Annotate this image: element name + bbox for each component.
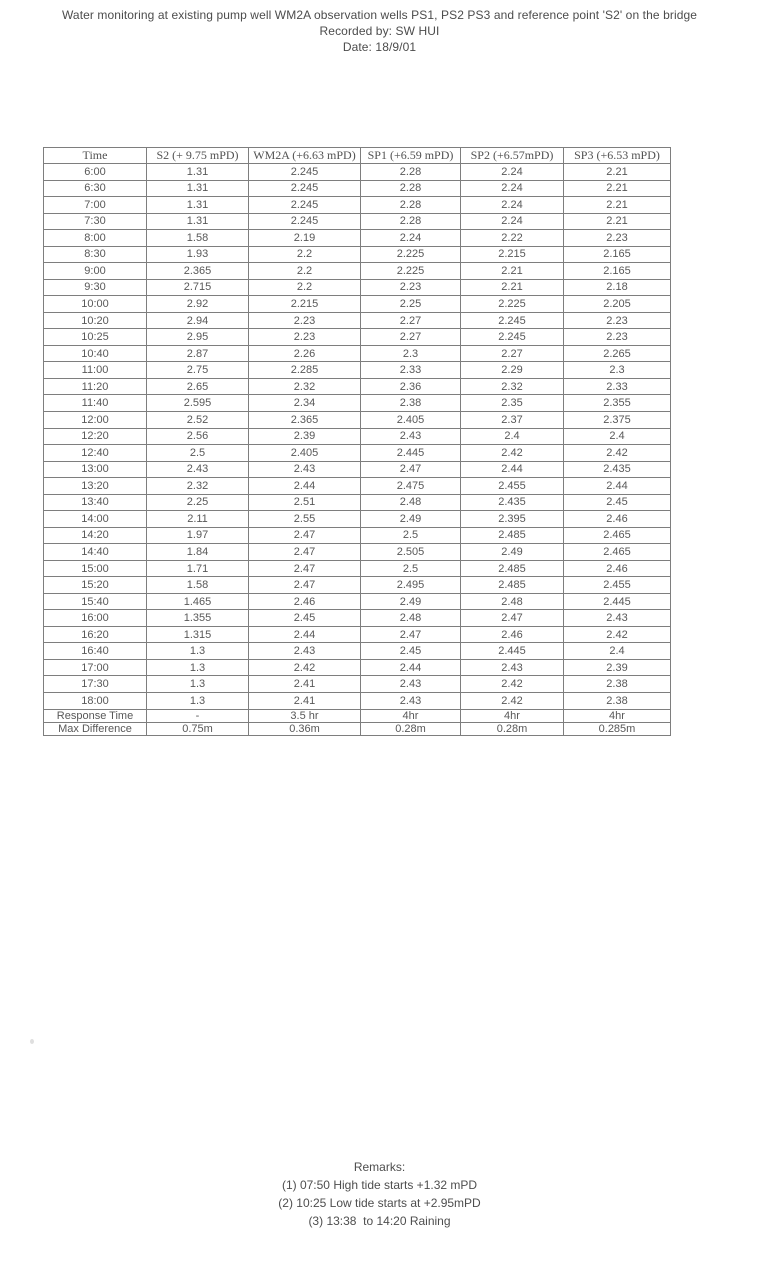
value-cell: 2.23 [249,312,361,329]
value-cell: 2.3 [361,345,461,362]
table-row [44,411,671,428]
value-cell: 2.595 [147,395,249,412]
value-cell: 2.48 [461,593,564,610]
value-cell: 2.21 [564,213,671,230]
column-header-3: SP1 (+6.59 mPD) [361,148,461,164]
value-cell: 2.21 [564,180,671,197]
row-label-cell: 7:00 [44,197,147,214]
row-label-cell: 11:20 [44,378,147,395]
value-cell: 2.55 [249,511,361,528]
value-cell: 2.65 [147,378,249,395]
value-cell: 2.45 [249,610,361,627]
header-row [44,148,671,164]
value-cell: 2.47 [361,461,461,478]
value-cell: 2.45 [564,494,671,511]
value-cell: 2.23 [564,312,671,329]
table-row [44,610,671,627]
table-row [44,643,671,660]
value-cell: 2.18 [564,279,671,296]
value-cell: 2.42 [461,445,564,462]
value-cell: 2.465 [564,527,671,544]
row-label-cell: 14:00 [44,511,147,528]
column-header-2: WM2A (+6.63 mPD) [249,148,361,164]
value-cell: 2.21 [461,263,564,280]
row-label-cell: 10:25 [44,329,147,346]
table-row [44,428,671,445]
value-cell: 2.225 [361,263,461,280]
value-cell: 2.39 [249,428,361,445]
table-row [44,577,671,594]
summary-row [44,723,671,736]
value-cell: 2.495 [361,577,461,594]
value-cell: 2.43 [249,643,361,660]
value-cell: 2.245 [249,197,361,214]
value-cell: 2.32 [249,378,361,395]
table-row [44,230,671,247]
remarks-heading: Remarks: [353,1160,406,1174]
value-cell: 2.38 [564,693,671,710]
row-label-cell: 15:20 [44,577,147,594]
value-cell: 2.47 [361,626,461,643]
value-cell: 2.47 [249,560,361,577]
row-label-cell: 14:20 [44,527,147,544]
value-cell: 2.92 [147,296,249,313]
value-cell: 2.46 [461,626,564,643]
value-cell: 2.27 [361,329,461,346]
value-cell: 0.285m [564,723,671,736]
row-label-cell: 10:00 [44,296,147,313]
table-row [44,296,671,313]
value-cell: 2.49 [361,511,461,528]
table-row [44,478,671,495]
table-body [44,164,671,710]
value-cell: 2.4 [564,428,671,445]
value-cell: 2.42 [461,693,564,710]
value-cell: 2.2 [249,263,361,280]
value-cell: 2.5 [361,527,461,544]
column-header-1: S2 (+ 9.75 mPD) [147,148,249,164]
value-cell: 2.49 [461,544,564,561]
value-cell: 2.19 [249,230,361,247]
value-cell: 0.28m [361,723,461,736]
value-cell: 2.44 [564,478,671,495]
value-cell: 2.48 [361,494,461,511]
value-cell: 2.48 [361,610,461,627]
value-cell: 2.405 [249,445,361,462]
value-cell: 2.395 [461,511,564,528]
value-cell: 2.2 [249,246,361,263]
table-row [44,312,671,329]
value-cell: 1.93 [147,246,249,263]
value-cell: 2.11 [147,511,249,528]
table-row [44,693,671,710]
value-cell: 2.41 [249,676,361,693]
value-cell: 2.29 [461,362,564,379]
value-cell: 2.23 [361,279,461,296]
value-cell: 2.245 [461,312,564,329]
value-cell: 2.43 [249,461,361,478]
table-row [44,395,671,412]
value-cell: 2.43 [564,610,671,627]
value-cell: 2.24 [361,230,461,247]
value-cell: 2.45 [361,643,461,660]
value-cell: 2.32 [461,378,564,395]
value-cell: 2.435 [461,494,564,511]
value-cell: 2.28 [361,164,461,181]
row-label-cell: 6:30 [44,180,147,197]
value-cell: 2.87 [147,345,249,362]
table-row [44,527,671,544]
table-footer [44,710,671,736]
row-label-cell: 18:00 [44,693,147,710]
value-cell: 1.31 [147,164,249,181]
value-cell: 2.455 [564,577,671,594]
row-label-cell: 16:20 [44,626,147,643]
value-cell: 2.28 [361,180,461,197]
row-label-cell: 13:40 [44,494,147,511]
row-label-cell: 12:40 [44,445,147,462]
value-cell: 2.42 [249,659,361,676]
summary-row [44,710,671,723]
table-row [44,560,671,577]
value-cell: 1.3 [147,659,249,676]
value-cell: 1.355 [147,610,249,627]
value-cell: 2.23 [564,230,671,247]
value-cell: 2.42 [461,676,564,693]
value-cell: 2.37 [461,411,564,428]
value-cell: 2.225 [361,246,461,263]
value-cell: 2.485 [461,527,564,544]
value-cell: 2.43 [361,676,461,693]
value-cell: 2.21 [564,164,671,181]
table-row [44,246,671,263]
value-cell: 2.43 [361,693,461,710]
value-cell: 2.75 [147,362,249,379]
value-cell: 2.95 [147,329,249,346]
value-cell: 2.46 [564,511,671,528]
value-cell: 2.225 [461,296,564,313]
value-cell: 2.165 [564,246,671,263]
value-cell: 2.285 [249,362,361,379]
table-row [44,263,671,280]
value-cell: 1.58 [147,230,249,247]
value-cell: 2.24 [461,180,564,197]
value-cell: 2.33 [564,378,671,395]
value-cell: 2.47 [249,544,361,561]
row-label-cell: 9:00 [44,263,147,280]
value-cell: 2.44 [249,478,361,495]
value-cell: 2.485 [461,577,564,594]
table-row [44,329,671,346]
value-cell: 2.42 [564,445,671,462]
table-row [44,180,671,197]
row-label-cell: 17:30 [44,676,147,693]
value-cell: 2.215 [461,246,564,263]
value-cell: 2.36 [361,378,461,395]
value-cell: 4hr [564,710,671,723]
row-label-cell: 13:00 [44,461,147,478]
value-cell: 1.31 [147,180,249,197]
scan-speck [30,1039,34,1044]
row-label-cell: 13:20 [44,478,147,495]
date-line: Date: 18/9/01 [342,40,417,54]
value-cell: 2.405 [361,411,461,428]
table-row [44,362,671,379]
value-cell: 2.34 [249,395,361,412]
value-cell: 1.3 [147,643,249,660]
value-cell: 2.44 [461,461,564,478]
value-cell: 2.38 [361,395,461,412]
value-cell: 2.44 [361,659,461,676]
doc-title: Water monitoring at existing pump well WM2A observation wells PS1, PS2 PS3 and reference point 'S2' on the bridge [61,8,698,22]
value-cell: 2.4 [461,428,564,445]
value-cell: 2.23 [249,329,361,346]
value-cell: 2.485 [461,560,564,577]
value-cell: 2.245 [461,329,564,346]
table-row [44,197,671,214]
value-cell: 2.43 [361,428,461,445]
remarks-block [0,1158,759,1230]
value-cell: 2.24 [461,213,564,230]
value-cell: 2.215 [249,296,361,313]
value-cell: 2.245 [249,213,361,230]
value-cell: 0.36m [249,723,361,736]
value-cell: 2.445 [564,593,671,610]
value-cell: 2.365 [147,263,249,280]
value-cell: 2.23 [564,329,671,346]
row-label-cell: Response Time [44,710,147,723]
value-cell: 2.375 [564,411,671,428]
row-label-cell: 11:00 [44,362,147,379]
row-label-cell: 12:20 [44,428,147,445]
water-monitoring-table [43,147,671,736]
value-cell: 0.28m [461,723,564,736]
row-label-cell: 15:00 [44,560,147,577]
value-cell: 1.97 [147,527,249,544]
value-cell: 2.42 [564,626,671,643]
column-header-5: SP3 (+6.53 mPD) [564,148,671,164]
table-row [44,511,671,528]
value-cell: 2.32 [147,478,249,495]
row-label-cell: 12:00 [44,411,147,428]
row-label-cell: 6:00 [44,164,147,181]
table-row [44,676,671,693]
row-label-cell: 9:30 [44,279,147,296]
value-cell: 2.52 [147,411,249,428]
table-row [44,593,671,610]
value-cell: 2.51 [249,494,361,511]
value-cell: 1.84 [147,544,249,561]
value-cell: 2.41 [249,693,361,710]
row-label-cell: 7:30 [44,213,147,230]
row-label-cell: 8:00 [44,230,147,247]
value-cell: 2.47 [461,610,564,627]
table-row [44,164,671,181]
value-cell: 2.205 [564,296,671,313]
remark-line-2: (2) 10:25 Low tide starts at +2.95mPD [278,1196,481,1210]
value-cell: 2.245 [249,180,361,197]
value-cell: 2.435 [564,461,671,478]
value-cell: 2.43 [461,659,564,676]
value-cell: 1.315 [147,626,249,643]
value-cell: 2.365 [249,411,361,428]
recorded-by-line: Recorded by: SW HUI [319,24,440,38]
value-cell: 2.47 [249,527,361,544]
row-label-cell: 8:30 [44,246,147,263]
value-cell: 2.5 [147,445,249,462]
value-cell: 2.44 [249,626,361,643]
column-header-4: SP2 (+6.57mPD) [461,148,564,164]
value-cell: 2.4 [564,643,671,660]
table-header-row [44,148,671,164]
value-cell: 2.465 [564,544,671,561]
value-cell: 2.27 [461,345,564,362]
value-cell: 2.445 [461,643,564,660]
value-cell: 2.28 [361,197,461,214]
table-row [44,345,671,362]
remark-line-3: (3) 13:38 to 14:20 Raining [308,1214,451,1228]
value-cell: 2.265 [564,345,671,362]
value-cell: 2.33 [361,362,461,379]
table-row [44,378,671,395]
table-row [44,544,671,561]
value-cell: 2.455 [461,478,564,495]
value-cell: 2.21 [564,197,671,214]
table-row [44,494,671,511]
value-cell: 2.25 [361,296,461,313]
value-cell: 1.3 [147,693,249,710]
table-row [44,461,671,478]
value-cell: 2.49 [361,593,461,610]
value-cell: 1.31 [147,213,249,230]
value-cell: 2.2 [249,279,361,296]
value-cell: 2.39 [564,659,671,676]
row-label-cell: 10:20 [44,312,147,329]
table-row [44,659,671,676]
value-cell: 2.165 [564,263,671,280]
table-row [44,626,671,643]
row-label-cell: 14:40 [44,544,147,561]
table-row [44,445,671,462]
remark-line-1: (1) 07:50 High tide starts +1.32 mPD [281,1178,478,1192]
row-label-cell: 16:40 [44,643,147,660]
value-cell: 2.56 [147,428,249,445]
value-cell: 0.75m [147,723,249,736]
value-cell: 1.58 [147,577,249,594]
row-label-cell: 10:40 [44,345,147,362]
value-cell: 2.5 [361,560,461,577]
value-cell: 1.3 [147,676,249,693]
value-cell: 2.24 [461,197,564,214]
value-cell: 2.445 [361,445,461,462]
value-cell: 2.94 [147,312,249,329]
value-cell: 3.5 hr [249,710,361,723]
row-label-cell: 17:00 [44,659,147,676]
column-header-0: Time [44,148,147,164]
value-cell: 1.465 [147,593,249,610]
value-cell: 2.245 [249,164,361,181]
row-label-cell: 16:00 [44,610,147,627]
value-cell: 2.505 [361,544,461,561]
table-row [44,213,671,230]
value-cell: 2.22 [461,230,564,247]
value-cell: 2.28 [361,213,461,230]
table-row [44,279,671,296]
value-cell: - [147,710,249,723]
value-cell: 2.27 [361,312,461,329]
value-cell: 1.31 [147,197,249,214]
value-cell: 2.475 [361,478,461,495]
row-label-cell: 15:40 [44,593,147,610]
row-label-cell: 11:40 [44,395,147,412]
value-cell: 4hr [461,710,564,723]
value-cell: 2.26 [249,345,361,362]
doc-header [0,7,759,55]
value-cell: 2.46 [249,593,361,610]
value-cell: 2.21 [461,279,564,296]
value-cell: 2.355 [564,395,671,412]
value-cell: 4hr [361,710,461,723]
value-cell: 1.71 [147,560,249,577]
value-cell: 2.43 [147,461,249,478]
value-cell: 2.46 [564,560,671,577]
value-cell: 2.715 [147,279,249,296]
value-cell: 2.47 [249,577,361,594]
value-cell: 2.35 [461,395,564,412]
row-label-cell: Max Difference [44,723,147,736]
value-cell: 2.38 [564,676,671,693]
value-cell: 2.24 [461,164,564,181]
value-cell: 2.3 [564,362,671,379]
value-cell: 2.25 [147,494,249,511]
